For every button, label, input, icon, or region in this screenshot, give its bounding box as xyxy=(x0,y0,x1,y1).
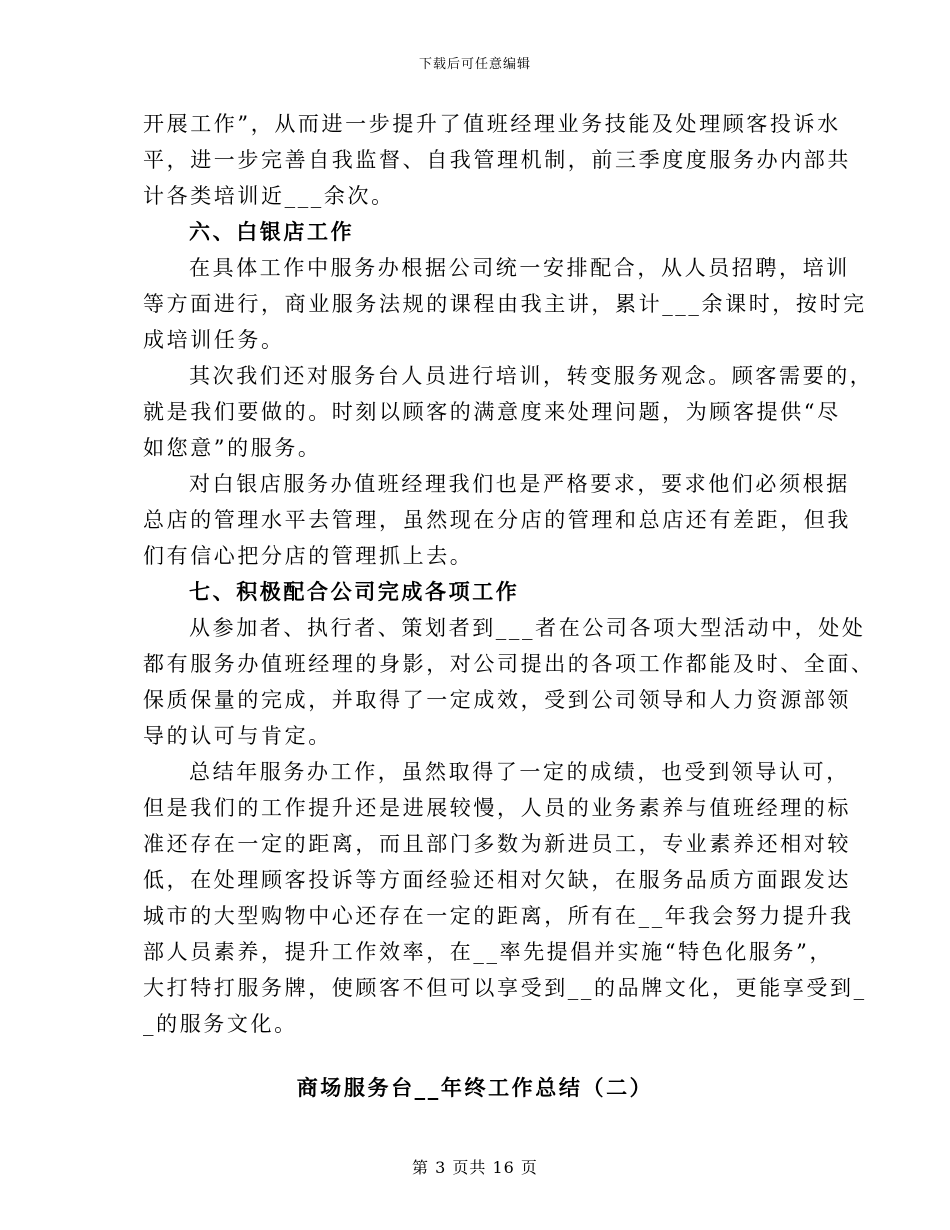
body-line: 从参加者、执行者、策划者到___者在公司各项大型活动中，处处 xyxy=(189,616,866,640)
header-note: 下载后可任意编辑 xyxy=(418,57,531,72)
body-line: 大打特打服务牌，使顾客不但可以享受到__的品牌文化，更能享受到_ xyxy=(143,976,867,1000)
body-line: 准还存在一定的距离，而且部门多数为新进员工，专业素养还相对较 xyxy=(143,832,851,856)
body-line: 保质保量的完成，并取得了一定成效，受到公司领导和人力资源部领 xyxy=(143,688,851,712)
body-line: 城市的大型购物中心还存在一定的距离，所有在__年我会努力提升我 xyxy=(143,904,854,928)
body-line: 部人员素养，提升工作效率，在__率先提倡并实施“特色化服务”， xyxy=(143,940,834,964)
body-line: 平，进一步完善自我监督、自我管理机制，前三季度度服务办内部共 xyxy=(143,148,851,172)
document-body xyxy=(143,106,875,1042)
body-line: 在具体工作中服务办根据公司统一安排配合，从人员招聘，培训 xyxy=(189,256,850,280)
body-line: 们有信心把分店的管理抓上去。 xyxy=(143,544,474,568)
body-line: 对白银店服务办值班经理我们也是严格要求，要求他们必须根据 xyxy=(189,472,850,496)
body-line: 但是我们的工作提升还是进展较慢，人员的业务素养与值班经理的标 xyxy=(143,796,851,820)
body-line: 开展工作”，从而进一步提升了值班经理业务技能及处理顾客投诉水 xyxy=(143,112,841,136)
body-line: 低，在处理顾客投诉等方面经验还相对欠缺，在服务品质方面跟发达 xyxy=(143,868,851,892)
body-line: 计各类培训近___余次。 xyxy=(143,184,395,208)
body-line: 总结年服务办工作，虽然取得了一定的成绩，也受到领导认可， xyxy=(189,760,850,784)
body-line: 就是我们要做的。时刻以顾客的满意度来处理问题，为顾客提供“尽 xyxy=(143,400,841,424)
body-line: 等方面进行，商业服务法规的课程由我主讲，累计___余课时，按时完 xyxy=(143,292,867,316)
body-line: 总店的管理水平去管理，虽然现在分店的管理和总店还有差距，但我 xyxy=(143,508,851,532)
section-heading: 七、积极配合公司完成各项工作 xyxy=(189,580,520,604)
body-line: 导的认可与肯定。 xyxy=(143,724,332,748)
body-line: 其次我们还对服务台人员进行培训，转变服务观念。顾客需要的， xyxy=(189,364,874,388)
body-line: 都有服务办值班经理的身影，对公司提出的各项工作都能及时、全面、 xyxy=(143,652,875,676)
body-line: 成培训任务。 xyxy=(143,328,285,352)
body-line: 如您意”的服务。 xyxy=(143,436,322,460)
section-heading: 六、白银店工作 xyxy=(189,220,355,244)
page-footer: 第 3 页共 16 页 xyxy=(412,1158,538,1177)
body-line: _的服务文化。 xyxy=(143,1012,298,1036)
document-title: 商场服务台__年终工作总结（二） xyxy=(296,1076,654,1100)
